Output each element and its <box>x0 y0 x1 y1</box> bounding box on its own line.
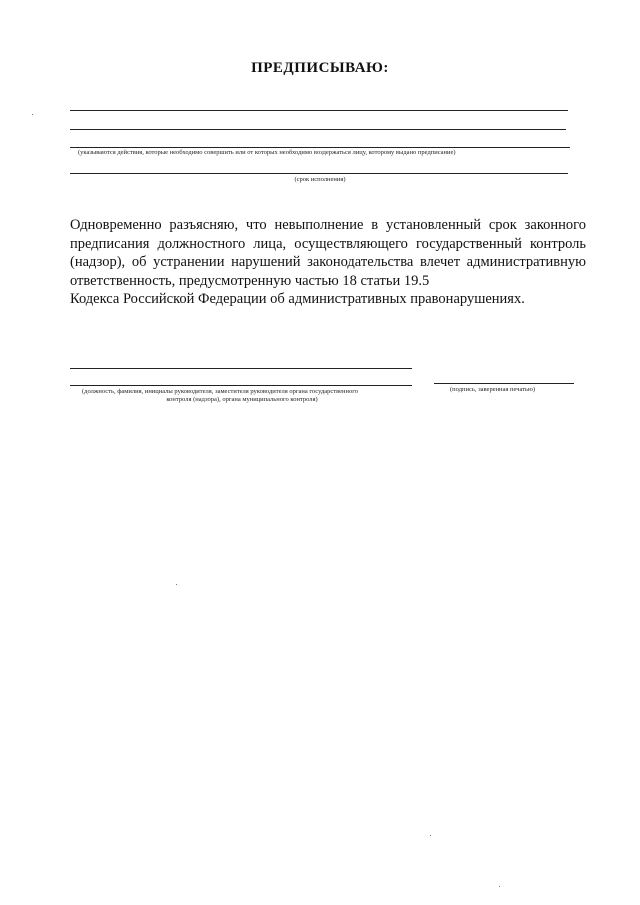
explanation-last-line: Кодекса Российской Федерации об административных правонарушениях. <box>70 291 525 307</box>
official-caption: (должность, фамилия, инициалы руководителя, заместителя руководителя органа государственного <box>82 388 358 395</box>
deadline-caption: (срок исполнения) <box>294 176 346 183</box>
signature-line <box>434 383 574 384</box>
actions-line-1 <box>70 110 568 111</box>
actions-line-3 <box>70 147 570 148</box>
official-caption-continued: контроля (надзора), органа муниципального контроля) <box>166 396 318 403</box>
actions-caption: (указываются действия, которые необходимо совершить или от которых необходимо воздержаться лицу, которому выдано предписание) <box>78 149 456 156</box>
actions-line-2 <box>70 129 566 130</box>
official-line-lower <box>70 385 412 386</box>
deadline-line <box>70 173 568 174</box>
signature-caption: (подпись, заверенная печатью) <box>450 386 536 393</box>
scan-speck <box>499 886 500 887</box>
scan-speck <box>176 584 177 585</box>
official-line-upper <box>70 368 412 369</box>
page-title: ПРЕДПИСЫВАЮ: <box>251 60 389 76</box>
scan-speck <box>430 835 431 836</box>
scan-speck <box>32 114 33 115</box>
explanation-paragraph: Одновременно разъясняю, что невыполнение в установленный срок законного предписания должностного лица, осуществляющего государственный контроль (надзор), об устранении нарушений законодательства влечет административную ответственность, предусмотренную частью 18 статьи 19.5 <box>70 217 586 289</box>
